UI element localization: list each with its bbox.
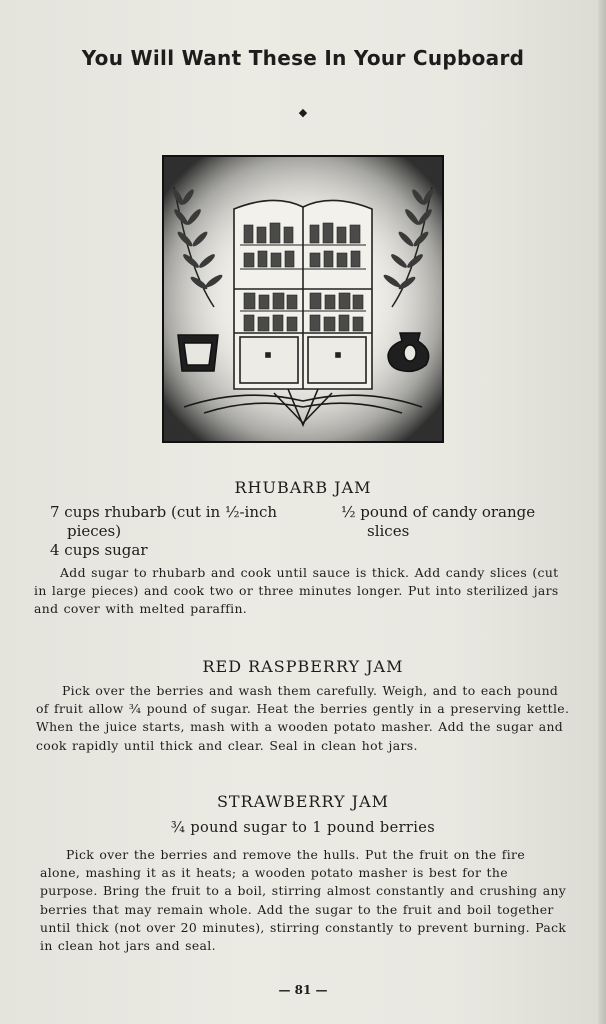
crock-left-icon xyxy=(178,335,218,371)
ingredient-list-left xyxy=(50,503,320,560)
recipe-ratio-strawberry-jam: ¾ pound sugar to 1 pound berries xyxy=(170,820,436,836)
ingredient-item: ½ pound of candy orange xyxy=(341,503,536,521)
recipe-title-rhubarb-jam: RHUBARB JAM xyxy=(234,478,372,497)
ingredient-item-continued: slices xyxy=(367,522,410,540)
recipe-instructions-rhubarb-jam: Add sugar to rhubarb and cook until sauce is thick. Add candy slices (cut in large pieces) and cook two or three minutes longer. Put into sterilized jars and cover with melted paraffin. xyxy=(34,565,559,617)
ingredient-item: 4 cups sugar xyxy=(50,541,148,559)
ingredient-item: 7 cups rhubarb (cut in ½-inch xyxy=(50,503,278,521)
diamond-ornament-icon: ◆ xyxy=(298,106,308,119)
ingredient-item-continued: pieces) xyxy=(67,522,122,540)
recipe-title-strawberry-jam: STRAWBERRY JAM xyxy=(216,792,390,811)
cupboard-with-jars-illustration xyxy=(164,157,442,441)
page-number: — 81 — xyxy=(278,983,328,997)
recipe-instructions-strawberry-jam: Pick over the berries and remove the hulls. Put the fruit on the fire alone, mashing it as it heats; a wooden potato masher is best for the purpose. Bring the fruit to a boil, stirring almost constantly and crushing any berries that may remain whole. Add the sugar to the fruit and boil together until thick (not over 20 minutes), stirring constantly to prevent burning. Pack in clean hot jars and seal. xyxy=(40,847,567,954)
recipe-title-red-raspberry-jam: RED RASPBERRY JAM xyxy=(202,657,404,676)
recipe-instructions-red-raspberry-jam: Pick over the berries and wash them carefully. Weigh, and to each pound of fruit allow ¾ pound of sugar. Heat the berries gently in a preserving kettle. When the juice starts, mash with a wooden potato masher. Add the sugar and cook rapidly until thick and clear. Seal in clean hot jars. xyxy=(36,683,570,753)
ingredient-list-right xyxy=(341,503,571,541)
page-title: You Will Want These In Your Cupboard xyxy=(81,46,525,70)
page-spine-shadow xyxy=(598,0,606,1024)
